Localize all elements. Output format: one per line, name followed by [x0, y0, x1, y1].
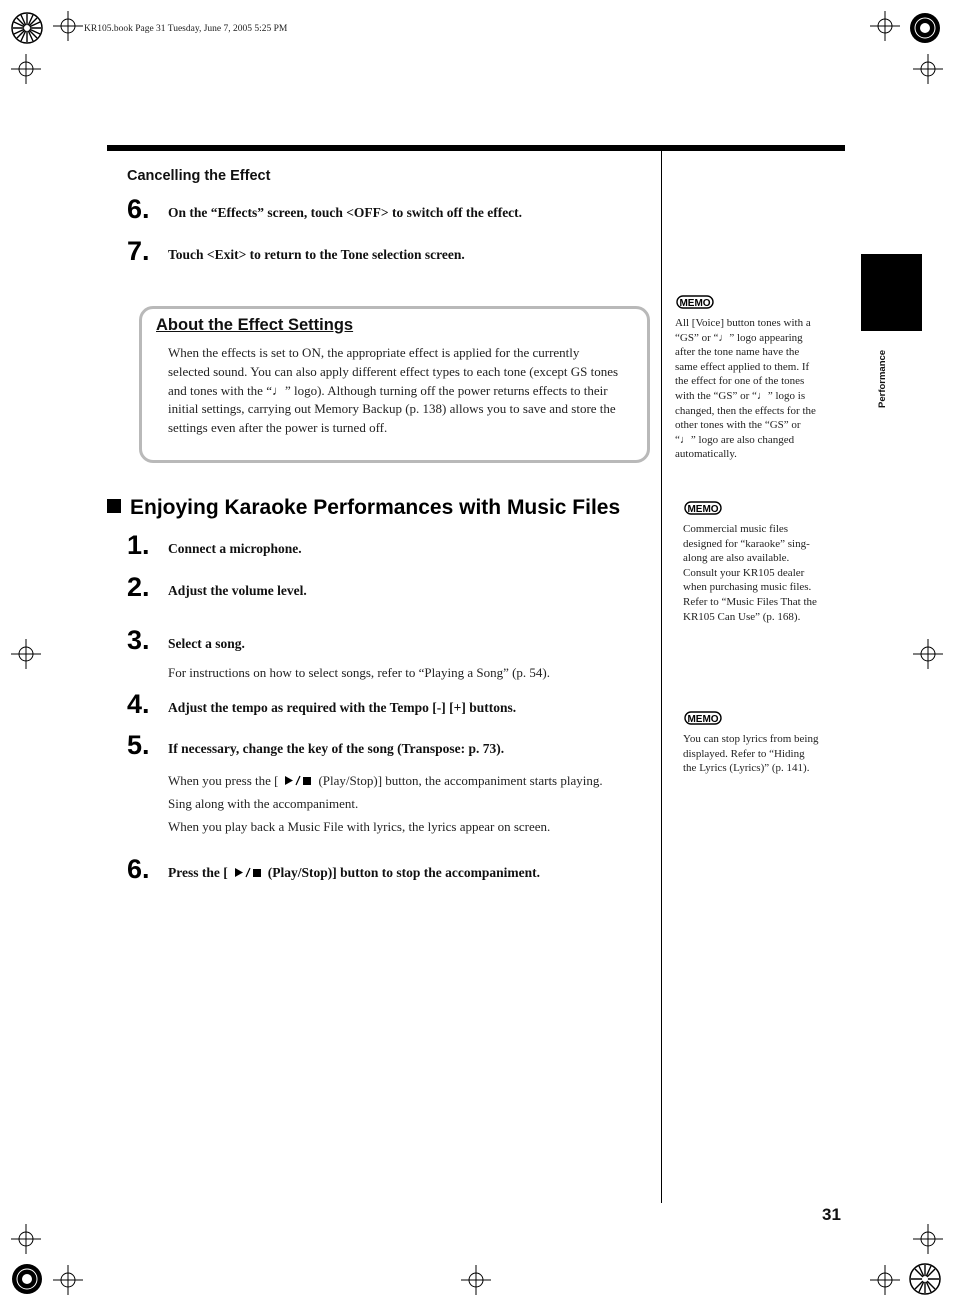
- step-note: When you play back a Music File with lyrics, the lyrics appear on screen.: [168, 819, 551, 834]
- memo-line: when purchasing music files.: [683, 581, 812, 594]
- crosshair-mark: [913, 1224, 943, 1254]
- step-text: Adjust the volume level.: [168, 583, 307, 598]
- crosshair-mark: [11, 639, 41, 669]
- memo-note: [683, 522, 848, 624]
- info-box-line: and tones with the “♩” logo). Although turning off the power returns effects to their: [168, 382, 608, 398]
- step-note: For instructions on how to select songs, refer to “Playing a Song” (p. 54).: [168, 665, 550, 680]
- section-title: [107, 496, 620, 520]
- memo-line: after the tone name have the: [675, 346, 800, 359]
- column-divider: [661, 151, 662, 1203]
- memo-line: All [Voice] button tones with a: [675, 317, 811, 329]
- step-text: On the “Effects” screen, touch <OFF> to switch off the effect.: [168, 205, 523, 220]
- note-text: When you press the [: [168, 773, 279, 788]
- subheading-cancelling-effect: Cancelling the Effect: [127, 168, 271, 184]
- memo-note: [675, 316, 845, 462]
- crosshair-mark: [913, 54, 943, 84]
- step-text: If necessary, change the key of the song (Transpose: p. 73).: [168, 741, 505, 756]
- step-text-part: (Play/Stop)] button to stop the accompaniment.: [267, 865, 540, 880]
- section-bullet-square-icon: [107, 499, 121, 513]
- memo-line: You can stop lyrics from being: [683, 733, 819, 745]
- step-text: Select a song.: [168, 636, 245, 651]
- memo-line: “GS” or “♩” logo appearing: [675, 331, 803, 344]
- step-number: 1.: [127, 530, 150, 560]
- info-box-line: selected sound. You can also apply different effect types to each tone (except GS tones: [168, 363, 619, 379]
- memo-line: with the “GS” or “♩” logo is: [675, 389, 806, 402]
- step-number: 7.: [127, 236, 150, 266]
- crosshair-mark: [11, 1224, 41, 1254]
- registration-circle-mark: [909, 12, 941, 44]
- step-text-part: Press the [: [168, 865, 228, 880]
- step-text: Connect a microphone.: [168, 541, 302, 556]
- info-box-line: initial settings, carrying out Memory Backup (p. 138) allows you to save and store the: [168, 401, 616, 417]
- memo-line: automatically.: [675, 448, 737, 461]
- memo-note: [683, 732, 848, 776]
- print-header-info: KR105.book Page 31 Tuesday, June 7, 2005 5:25 PM: [84, 24, 288, 34]
- crosshair-mark: [913, 639, 943, 669]
- memo-icon: [676, 293, 716, 311]
- memo-icon: [684, 709, 724, 727]
- info-box-title: About the Effect Settings: [156, 316, 354, 334]
- crosshair-mark: [53, 1265, 83, 1295]
- memo-line: “♩” logo are also changed: [675, 433, 795, 446]
- side-tab-label: Performance: [877, 349, 888, 408]
- memo-line: the Lyrics (Lyrics)” (p. 141).: [683, 762, 810, 775]
- step-number: 2.: [127, 572, 150, 602]
- registration-circle-mark: [909, 1263, 941, 1295]
- memo-line: Commercial music files: [683, 523, 789, 535]
- memo-icon-label: MEMO: [679, 298, 711, 309]
- crosshair-mark: [870, 1265, 900, 1295]
- memo-icon-label: MEMO: [687, 504, 719, 515]
- step-text: Touch <Exit> to return to the Tone selection screen.: [168, 247, 465, 262]
- memo-line: KR105 Can Use” (p. 168).: [683, 610, 801, 623]
- step-number: 6.: [127, 194, 150, 224]
- top-rule: [107, 145, 845, 151]
- step-note: [168, 769, 603, 792]
- registration-circle-mark: [11, 1263, 43, 1295]
- memo-line: along are also available.: [683, 552, 790, 565]
- memo-line: other tones with the “GS” or: [675, 419, 801, 432]
- play-stop-icon: [232, 867, 264, 878]
- memo-line: designed for “karaoke” sing-: [683, 537, 810, 550]
- page-number: 31: [822, 1205, 841, 1224]
- info-box-text: [168, 344, 652, 438]
- step-text: [168, 865, 540, 881]
- memo-line: Refer to “Music Files That the: [683, 595, 817, 608]
- info-box-line: settings even after the power is turned off.: [168, 420, 388, 436]
- registration-circle-mark: [11, 12, 43, 44]
- crosshair-mark: [11, 54, 41, 84]
- step-number: 5.: [127, 730, 150, 760]
- memo-line: same effect applied to them. If: [675, 360, 810, 373]
- crosshair-mark: [461, 1265, 491, 1295]
- step-text: Adjust the tempo as required with the Tempo [-] [+] buttons.: [168, 700, 517, 715]
- memo-line: displayed. Refer to “Hiding: [683, 747, 805, 760]
- section-title-text: Enjoying Karaoke Performances with Music Files: [130, 496, 621, 519]
- memo-line: changed, then the effects for the: [675, 404, 816, 417]
- info-box-line: When the effects is set to ON, the appropriate effect is applied for the currently: [168, 345, 580, 360]
- step-number: 4.: [127, 689, 150, 719]
- memo-icon: [684, 499, 724, 517]
- step-number: 6.: [127, 854, 150, 884]
- step-number: 3.: [127, 625, 150, 655]
- note-text: (Play/Stop)] button, the accompaniment starts playing.: [318, 773, 603, 788]
- memo-line: Consult your KR105 dealer: [683, 566, 805, 579]
- crosshair-mark: [870, 11, 900, 41]
- play-stop-icon: [282, 775, 314, 786]
- side-tab-block: [861, 254, 922, 331]
- step-note: Sing along with the accompaniment.: [168, 796, 359, 811]
- memo-line: the effect for one of the tones: [675, 375, 805, 388]
- memo-icon-label: MEMO: [687, 714, 719, 725]
- crosshair-mark: [53, 11, 83, 41]
